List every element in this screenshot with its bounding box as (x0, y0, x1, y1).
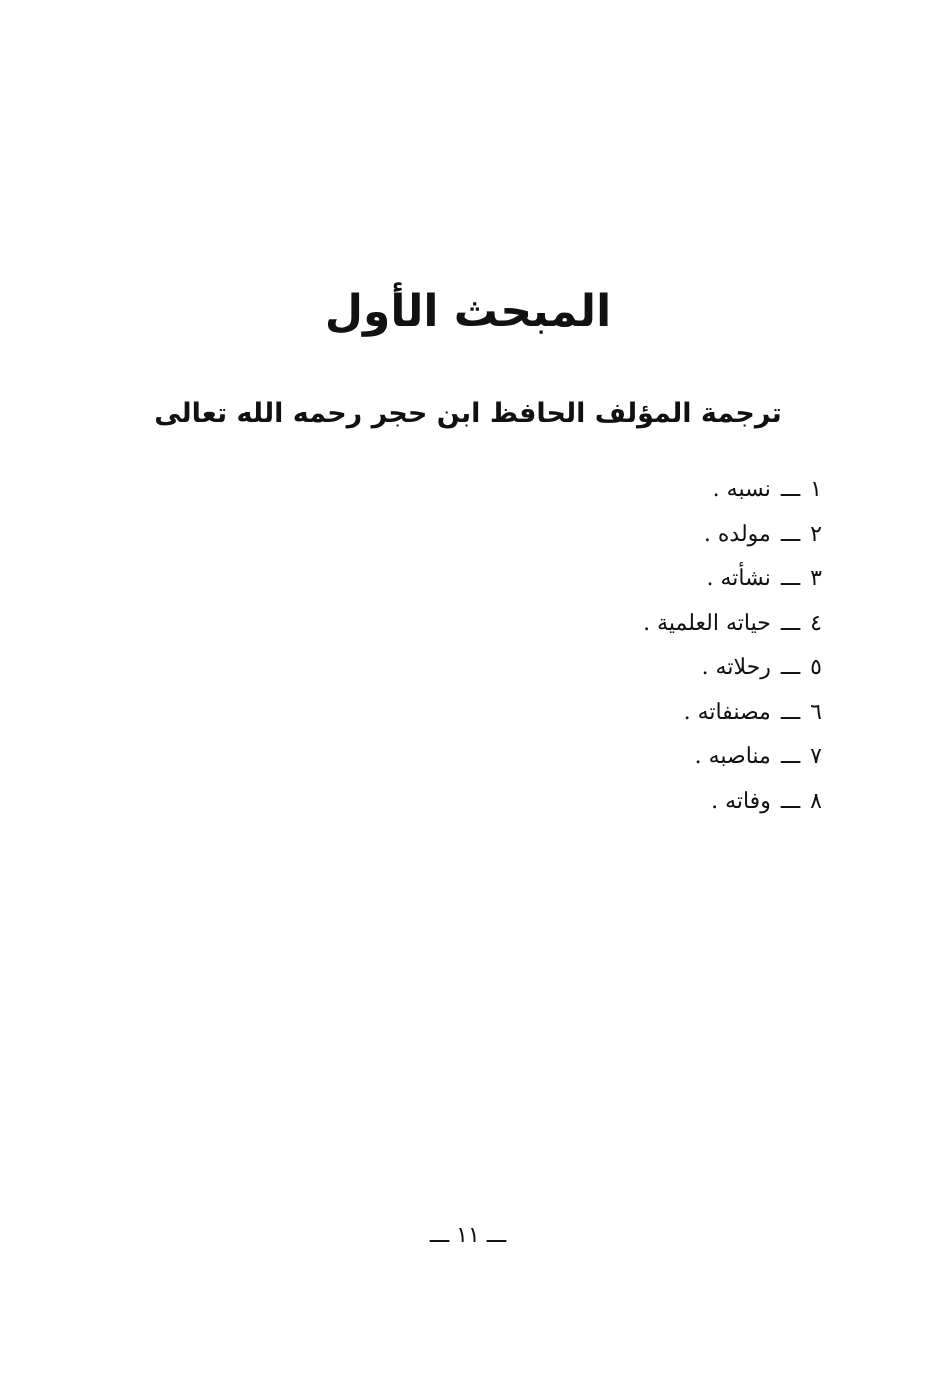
item-number: ٢ (810, 521, 822, 547)
item-dash: ـــ (780, 610, 801, 636)
item-dash: ـــ (780, 521, 801, 547)
item-number: ٤ (810, 610, 822, 636)
item-dash: ـــ (780, 477, 801, 502)
item-number: ٨ (810, 788, 822, 814)
page-number: ـــ ١١ ـــ (429, 1223, 507, 1248)
list-item (322, 780, 822, 825)
item-label: رحلاته . (701, 655, 771, 680)
chapter-title: المبحث الأول (324, 286, 612, 337)
item-label: نشأته . (706, 566, 771, 591)
item-dash: ـــ (780, 566, 801, 591)
item-label: وفاته . (711, 788, 771, 814)
item-number: ٧ (810, 744, 822, 769)
chapter-subtitle: ترجمة المؤلف الحافظ ابن حجر رحمه الله تعالى (154, 398, 782, 429)
list-item (322, 646, 822, 691)
list-item (322, 691, 822, 736)
list-item (322, 557, 822, 602)
item-label: حياته العلمية . (643, 610, 771, 636)
item-label: مولده . (703, 521, 771, 547)
item-label: نسبه . (712, 477, 771, 502)
topic-list (322, 468, 822, 824)
list-item (322, 468, 822, 513)
item-label: مصنفاته . (683, 699, 771, 725)
item-number: ٣ (810, 566, 822, 591)
item-dash: ـــ (780, 788, 801, 814)
item-dash: ـــ (780, 655, 801, 680)
item-number: ١ (810, 477, 822, 502)
item-dash: ـــ (780, 744, 801, 769)
item-label: مناصبه . (694, 744, 771, 769)
item-number: ٥ (810, 655, 822, 680)
item-number: ٦ (810, 699, 822, 725)
list-item (322, 735, 822, 780)
item-dash: ـــ (780, 699, 801, 725)
list-item (322, 602, 822, 647)
list-item (322, 513, 822, 558)
